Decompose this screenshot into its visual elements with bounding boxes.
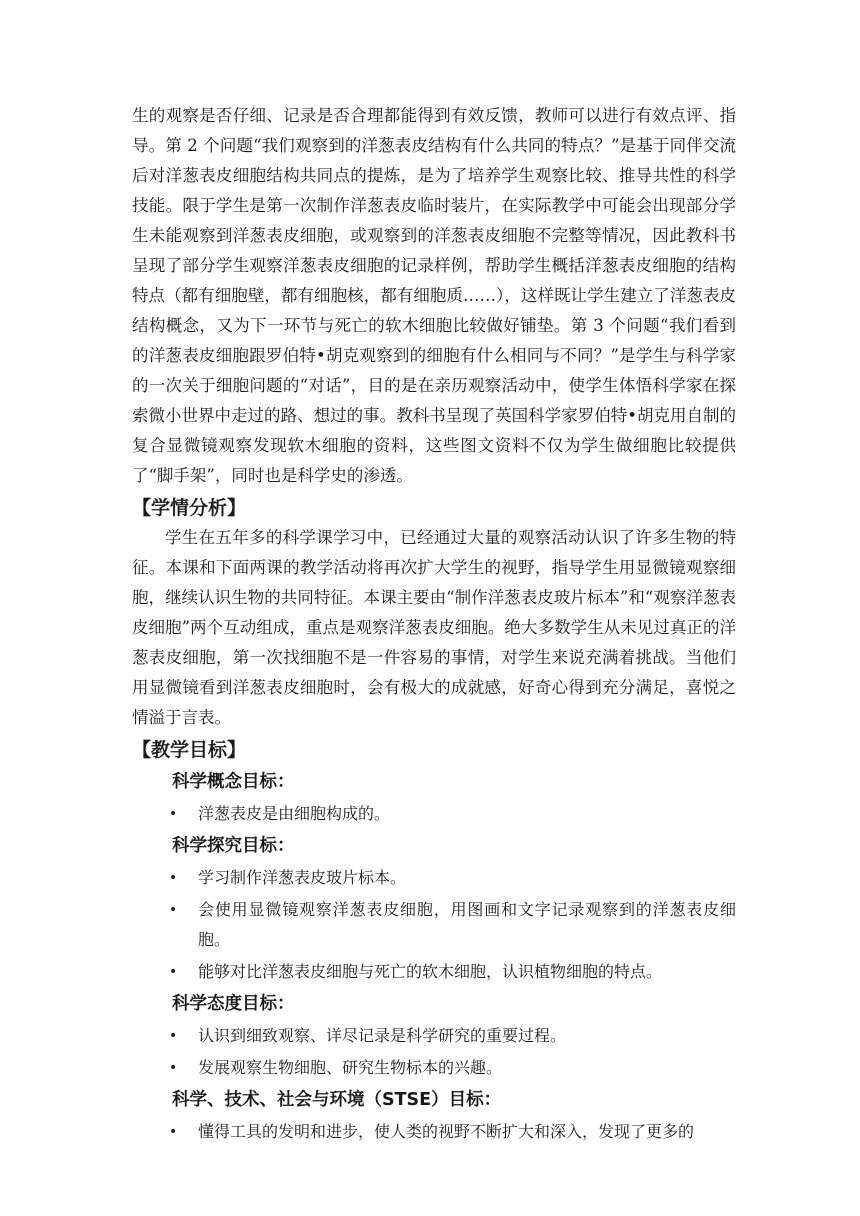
goal-group-title-inquiry: 科学探究目标： <box>172 836 295 856</box>
learning-analysis-heading: 【学情分析】 <box>132 497 247 519</box>
list-item-text: 认识到细致观察、详尽记录是科学研究的重要过程。 <box>198 1026 567 1045</box>
document-body <box>132 101 736 1149</box>
bullet-icon: • <box>169 902 178 918</box>
list-item-text: 能够对比洋葱表皮细胞与死亡的软木细胞，认识植物细胞的特点。 <box>198 962 663 981</box>
goal-list-inquiry <box>132 863 736 987</box>
goal-group-title-attitude: 科学态度目标： <box>172 994 295 1014</box>
list-item <box>132 957 736 987</box>
list-item <box>132 799 736 829</box>
goal-group-title-concept: 科学概念目标： <box>172 772 295 792</box>
list-item-text: 懂得工具的发明和进步，使人类的视野不断扩大和深入，发现了更多的 <box>198 1122 695 1141</box>
learning-analysis-paragraph: 学生在五年多的科学课学习中，已经通过大量的观察活动认识了许多生物的特征。本课和下面两课的教学活动将再次扩大学生的视野，指导学生用显微镜观察细胞，继续认识生物的共同特征。本课主要由“制作洋葱表皮玻片标本”和“观察洋葱表皮细胞”两个互动组成，重点是观察洋葱表皮细胞。绝大多数学生从未见过真正的洋葱表皮细胞，第一次找细胞不是一件容易的事情，对学生来说充满着挑战。当他们用显微镜看到洋葱表皮细胞时，会有极大的成就感，好奇心得到充分满足，喜悦之情溢于言表。 <box>132 528 736 727</box>
list-item <box>132 863 736 893</box>
bullet-icon: • <box>169 1060 178 1076</box>
intro-paragraph: 生的观察是否仔细、记录是否合理都能得到有效反馈，教师可以进行有效点评、指导。第 2 个问题“我们观察到的洋葱表皮结构有什么共同的特点？”是基于同伴交流后对洋葱表皮细胞结构共同点的提炼，是为了培养学生观察比较、推导共性的科学技能。限于学生是第一次制作洋葱表皮临时装片，在实际教学中可能会出现部分学生未能观察到洋葱表皮细胞，或观察到的洋葱表皮细胞不完整等情况，因此教科书呈现了部分学生观察洋葱表皮细胞的记录样例，帮助学生概括洋葱表皮细胞的结构特点（都有细胞壁，都有细胞核，都有细胞质……），这样既让学生建立了洋葱表皮结构概念，又为下一环节与死亡的软木细胞比较做好铺垫。第 3 个问题“我们看到的洋葱表皮细胞跟罗伯特•胡克观察到的细胞有什么相同与不同？”是学生与科学家的一次关于细胞问题的“对话”，目的是在亲历观察活动中，使学生体悟科学家在探索微小世界中走过的路、想过的事。教科书呈现了英国科学家罗伯特•胡克用自制的复合显微镜观察发现软木细胞的资料，这些图文资料不仅为学生做细胞比较提供了“脚手架”，同时也是科学史的渗透。 <box>132 106 736 485</box>
goal-list-concept <box>132 799 736 829</box>
list-item <box>132 1021 736 1051</box>
goal-group-title-stse: 科学、技术、社会与环境（STSE）目标： <box>172 1090 502 1110</box>
goal-list-attitude <box>132 1021 736 1083</box>
bullet-icon: • <box>169 1124 178 1140</box>
teaching-goals-heading: 【教学目标】 <box>132 739 247 761</box>
bullet-icon: • <box>169 1028 178 1044</box>
goal-list-stse <box>132 1117 736 1147</box>
list-item-text: 会使用显微镜观察洋葱表皮细胞，用图画和文字记录观察到的洋葱表皮细胞。 <box>198 900 736 949</box>
list-item <box>132 895 736 955</box>
list-item-text: 发展观察生物细胞、研究生物标本的兴趣。 <box>198 1058 503 1077</box>
list-item-text: 学习制作洋葱表皮玻片标本。 <box>198 868 407 887</box>
bullet-icon: • <box>169 964 178 980</box>
list-item <box>132 1117 736 1147</box>
bullet-icon: • <box>169 870 178 886</box>
list-item <box>132 1053 736 1083</box>
list-item-text: 洋葱表皮是由细胞构成的。 <box>198 804 391 823</box>
bullet-icon: • <box>169 806 178 822</box>
